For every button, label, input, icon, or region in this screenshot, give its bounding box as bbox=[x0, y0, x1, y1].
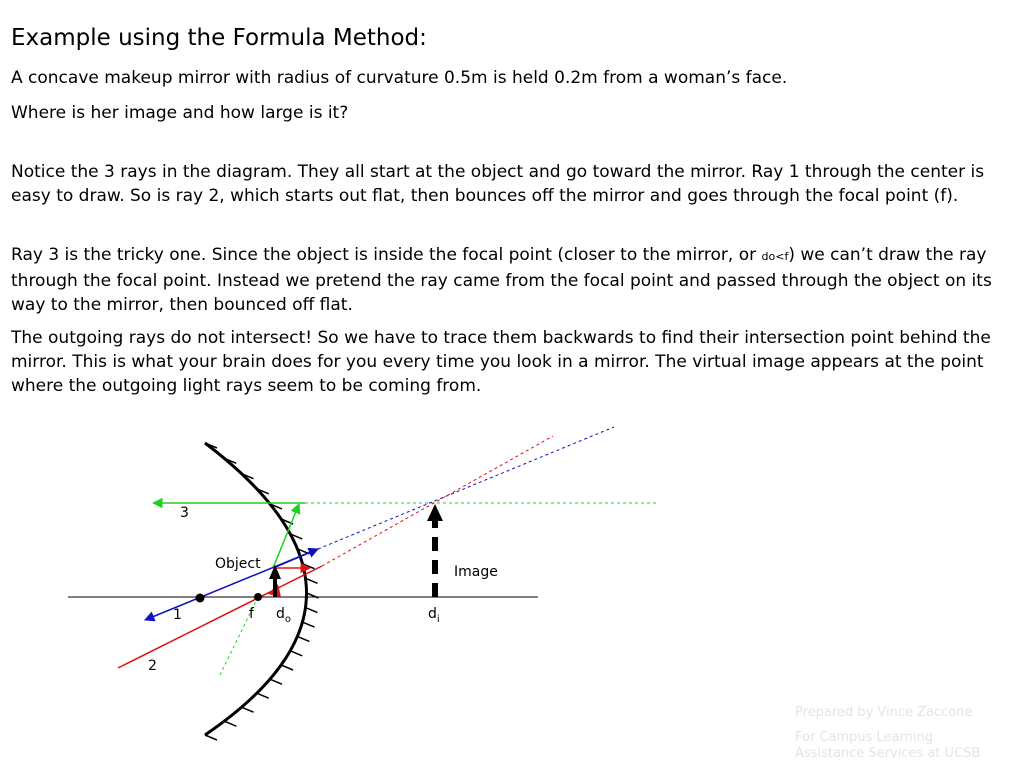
page-title: Example using the Formula Method: bbox=[11, 25, 427, 51]
object-arrow-shaft bbox=[273, 576, 277, 597]
mirror-hatching bbox=[205, 443, 319, 740]
problem-question: Where is her image and how large is it? bbox=[11, 103, 349, 123]
object-label: Object bbox=[215, 556, 261, 572]
focal-label: f bbox=[249, 606, 254, 622]
ray1-label: 1 bbox=[173, 607, 182, 623]
mirror-hatch-mark bbox=[297, 636, 309, 641]
di-label bbox=[428, 606, 440, 625]
footer-organization bbox=[795, 730, 980, 762]
di-label-main: d bbox=[428, 606, 437, 622]
ray1-virtual-extension bbox=[318, 427, 614, 549]
do-label-sub: o bbox=[284, 614, 292, 625]
explanation-p2-after: ) we can’t draw the ray through the focal point. Instead we pretend the ray came from the focal point and passed through the object on its way to the mirror, then bounced off flat. bbox=[11, 245, 992, 315]
mirror-hatch-mark bbox=[257, 693, 269, 698]
do-lt-f-subscript: do<f bbox=[761, 250, 789, 263]
object-arrow-head bbox=[269, 565, 281, 579]
do-label bbox=[276, 606, 291, 625]
ray2-label: 2 bbox=[148, 658, 157, 674]
explanation-p2-before: Ray 3 is the tricky one. Since the object is inside the focal point (closer to the mirror, or bbox=[11, 245, 762, 265]
footer-author: Prepared by Vince Zaccone bbox=[795, 705, 973, 720]
do-label-main: d bbox=[276, 606, 285, 622]
explanation-paragraph-1: Notice the 3 rays in the diagram. They all start at the object and go toward the mirror. Ray 1 through the center is easy to draw. So is ray 2, which starts out flat, then bounces off the mirror and goes through the focal point (f). bbox=[11, 162, 985, 206]
ray2-reflected bbox=[118, 566, 322, 668]
mirror-hatch-mark bbox=[305, 608, 317, 613]
mirror-hatch-mark bbox=[270, 679, 282, 684]
center-of-curvature-point bbox=[196, 594, 205, 603]
footer-org-line-1: For Campus Learning bbox=[795, 730, 933, 745]
problem-statement: A concave makeup mirror with radius of curvature 0.5m is held 0.2m from a woman’s face. bbox=[11, 68, 788, 88]
explanation-paragraph-3: The outgoing rays do not intersect! So we have to trace them backwards to find their intersection point behind the mirror. This is what your brain does for you every time you look in a mirror. The virtual image appears at the point where the outgoing light rays seem to be coming from. bbox=[11, 328, 991, 396]
image-label: Image bbox=[454, 564, 498, 580]
image-arrow-head bbox=[427, 504, 443, 521]
footer-org-line-2: Assistance Services at UCSB bbox=[795, 746, 981, 761]
focal-point bbox=[254, 593, 262, 601]
di-label-sub: i bbox=[436, 614, 440, 625]
mirror-hatch-mark bbox=[205, 735, 217, 740]
mirror-hatch-mark bbox=[290, 651, 302, 656]
ray3-label: 3 bbox=[180, 505, 189, 521]
mirror-hatch-mark bbox=[224, 721, 236, 726]
mirror-hatch-mark bbox=[302, 622, 314, 627]
mirror-hatch-mark bbox=[281, 665, 293, 670]
mirror-hatch-mark bbox=[242, 707, 254, 712]
